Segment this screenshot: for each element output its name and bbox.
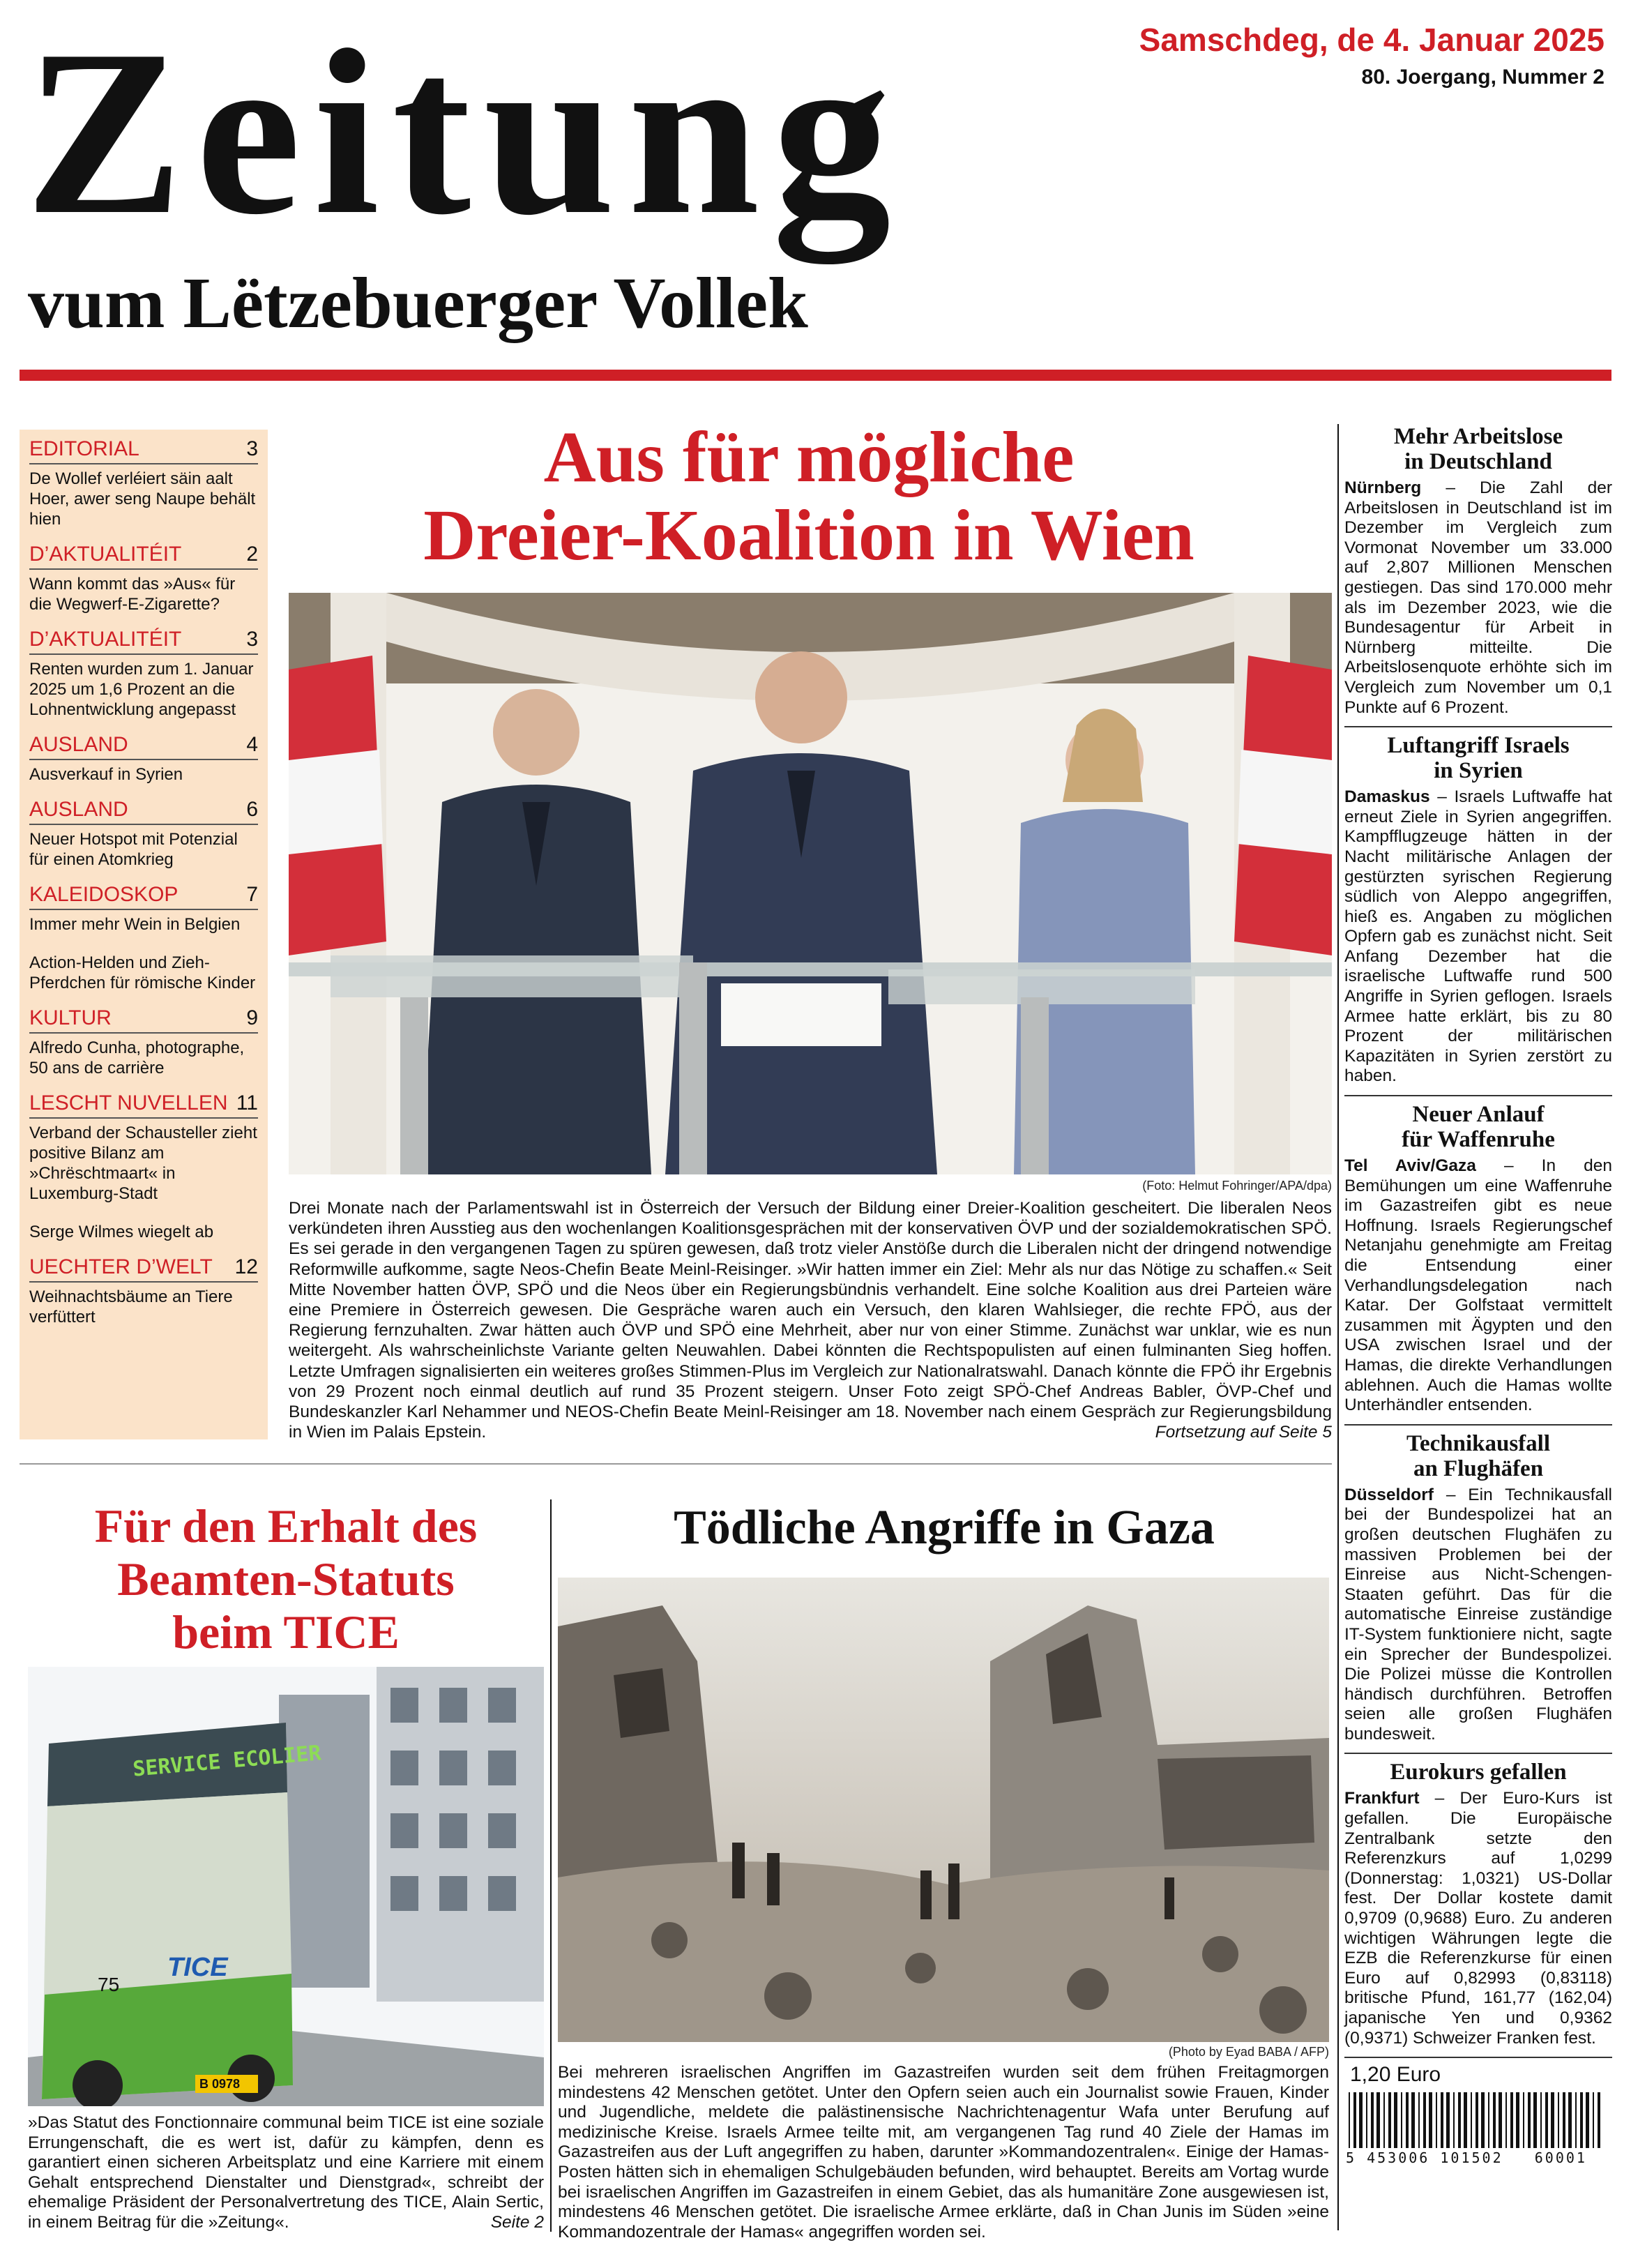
index-section-name: D’AKTUALITÉIT bbox=[29, 628, 182, 651]
lead-continuation-link[interactable]: Fortsetzung auf Seite 5 bbox=[1155, 1423, 1332, 1442]
index-page-number: 9 bbox=[246, 1006, 258, 1029]
news-briefs-column bbox=[1344, 424, 1612, 2170]
brief-headline-line-1: Mehr Arbeitslose bbox=[1393, 424, 1563, 449]
index-section-name: KULTUR bbox=[29, 1006, 112, 1029]
index-section-name: AUSLAND bbox=[29, 798, 128, 821]
index-teaser: Alfredo Cunha, photographe, 50 ans de carrière bbox=[29, 1038, 245, 1078]
brief-dateline: Frankfurt bbox=[1344, 1789, 1420, 1808]
contents-index bbox=[20, 430, 268, 1439]
index-entry[interactable] bbox=[29, 1006, 258, 1078]
brief-body: – In den Bemühungen um eine Waffenruhe im Gazastreifen gibt es neue Hoffnung. Israels Regierungschef Netanjahu genehmigte am Freitag die Entsendung einer Verhandlungsdelegation nach Katar. Der Golfstaat vermittelt zusammen mit Ägypten und den USA zwischen Israel und der Hamas, die direkte Verhandlungen ablehnen. Auch die Hamas wollte Unterhändler entsenden. bbox=[1344, 1156, 1613, 1415]
index-section-heading bbox=[29, 437, 258, 464]
brief-headline bbox=[1344, 733, 1612, 783]
tice-article-body bbox=[28, 2113, 544, 2233]
brief-body: – Ein Technikausfall bei der Bundespolizei hat an großen deutschen Flughäfen zu massiven Problemen bei der Einreise aus Nicht-Schengen-Staaten geführt. Das für die automatische Einreise zuständige IT-System funktioniere nicht, sagte ein Sprecher der Bundespolizei. Die Polizei müsse die Kontrollen händisch durchführen. Betroffen seien alle großen Flughäfen bundesweit. bbox=[1344, 1485, 1612, 1744]
lead-headline-line-2: Dreier-Koalition in Wien bbox=[423, 495, 1194, 575]
brief-text bbox=[1344, 1789, 1612, 2048]
brief-separator bbox=[1344, 726, 1612, 727]
index-teaser: Wann kommt das »Aus« für die Wegwerf-E-Zigarette? bbox=[29, 575, 236, 614]
index-teaser: Ausverkauf in Syrien bbox=[29, 765, 183, 784]
gaza-headline[interactable]: Tödliche Angriffe in Gaza bbox=[674, 1501, 1215, 1555]
brief-dateline: Damaskus bbox=[1344, 787, 1430, 807]
index-teaser: Serge Wilmes wiegelt ab bbox=[29, 1223, 214, 1241]
index-teaser: De Wollef verléiert säin aalt Hoer, awer seng Naupe behält hien bbox=[29, 469, 256, 529]
tice-bus-photo[interactable] bbox=[28, 1667, 544, 2106]
index-section-name: EDITORIAL bbox=[29, 437, 139, 460]
gaza-destruction-photo[interactable] bbox=[558, 1578, 1329, 2042]
brief-headline bbox=[1344, 424, 1612, 474]
brief-separator bbox=[1344, 1424, 1612, 1426]
brief-headline-line-1: Luftangriff Israels bbox=[1387, 733, 1570, 759]
brief-body: – Die Zahl der Arbeitslosen in Deutschland ist im Dezember im Vergleich zum Vormonat November um 33.000 auf 2,807 Millionen Menschen gestiegen. Das sind 170.000 mehr als im Dezember 2023, wie die Bundesagentur für Arbeit in Nürnberg mitteilte. Die Arbeitslosenquote erhöhte sich im Vergleich zum November um 0,1 Punkte auf 6 Prozent. bbox=[1344, 478, 1612, 717]
index-teaser: Action-Helden und Zieh-Pferdchen für römische Kinder bbox=[29, 953, 256, 992]
index-entry[interactable] bbox=[29, 732, 258, 785]
brief-separator bbox=[1344, 2057, 1612, 2058]
lead-headline-line-1: Aus für mögliche bbox=[543, 417, 1075, 497]
brief-separator bbox=[1344, 1095, 1612, 1096]
index-section-heading bbox=[29, 1006, 258, 1034]
brief-dateline: Tel Aviv/Gaza bbox=[1344, 1156, 1476, 1176]
brief-headline bbox=[1344, 1431, 1612, 1481]
brief-text bbox=[1344, 1156, 1612, 1416]
brief-text bbox=[1344, 478, 1612, 718]
brief-headline-line-2: für Waffenruhe bbox=[1402, 1127, 1555, 1153]
brief-text bbox=[1344, 787, 1612, 1087]
news-brief[interactable] bbox=[1344, 1102, 1612, 1416]
brief-body: – Der Euro-Kurs ist gefallen. Die Europäische Zentralbank setzte den Referenzkurs auf 1,0299 (Donnerstag: 1,0321) US-Dollar fest. Der Dollar kostete damit 0,9709 (0,9688) Euro. Zu anderen wichtigen Währungen legte die EZB die Referenzkurse für einen Euro auf 0,82993 (0,83118) britische Pfund, 161,77 (162,04) japanische Yen und 0,9362 (0,9371) Schweizer Franken fest. bbox=[1344, 1789, 1612, 2048]
brief-headline-line-1: Neuer Anlauf bbox=[1412, 1102, 1545, 1128]
news-brief[interactable] bbox=[1344, 1760, 1612, 2048]
index-page-number: 12 bbox=[234, 1255, 258, 1278]
tice-headline-line-3: beim TICE bbox=[172, 1605, 400, 1658]
right-column-divider bbox=[1337, 424, 1339, 2230]
news-brief[interactable] bbox=[1344, 424, 1612, 718]
cover-price: 1,20 Euro bbox=[1350, 2063, 1441, 2087]
index-entry[interactable] bbox=[29, 627, 258, 720]
lead-article-text: Drei Monate nach der Parlamentswahl ist in Österreich der Versuch der Bildung einer Dreier-Koalition gescheitert. Die liberalen Neos verkündeten ihren Ausstieg aus den wochenlangen Koalitionsgesprächen mit der konservativen ÖVP und der sozialdemokratischen SPÖ. Es sei gerade in den vergangenen Tagen zu spüren gewesen, daß trotz vieler Anstöße durch die Liberalen nicht der dringend notwendige Reformwille aufkomme, sagte Neos-Chefin Beate Meinl-Reisinger. »Wir hatten immer ein Ziel: Mehr als nur das Nötige zu schaffen.« Seit Mitte November hatten ÖVP, SPÖ und die Neos über ein Regierungsbündnis verhandelt. Eine solche Koalition aus drei Parteien wäre eine Premiere in Österreich gewesen. Die Gespräche waren auch ein Versuch, den klaren Wahlsieger, die rechte FPÖ, aus der Regierung fernzuhalten. Zwar hätten auch ÖVP und SPÖ eine Mehrheit, aber nur von einer Stimme. Zunächst war unklar, wie es nun weitergeht. Als wahrscheinlichste Variante gelten Neuwahlen. Dabei könnten die Rechtspopulisten auf einen fulminanten Sieg hoffen. Letzte Umfragen signalisierten ein weiteres großes Stimmen-Plus im Vergleich zur Nationalratswahl. Danach könnte die FPÖ ihr Ergebnis von 29 Prozent noch einmal deutlich auf rund 35 Prozent steigern. Unser Foto zeigt SPÖ-Chef Andreas Babler, ÖVP-Chef und Bundeskanzler Karl Nehammer und NEOS-Chefin Beate Meinl-Reisinger am 18. November nach einem Gespräch zur Regierungsbildung in Wien im Palais Epstein. bbox=[289, 1199, 1332, 1442]
bottom-section-divider bbox=[20, 1463, 1332, 1465]
bus-licence-plate: B 0978 bbox=[199, 2077, 241, 2091]
issue-number: 80. Joergang, Nummer 2 bbox=[1361, 66, 1605, 89]
brief-separator bbox=[1344, 1753, 1612, 1754]
index-section-heading bbox=[29, 797, 258, 825]
index-section-heading bbox=[29, 1255, 258, 1283]
index-teaser: Neuer Hotspot mit Potenzial für einen Atomkrieg bbox=[29, 830, 238, 869]
tice-article-text: »Das Statut des Fonctionnaire communal beim TICE ist eine soziale Errungenschaft, die es wert ist, dafür zu kämpfen, denn es garantiert einen sicheren Arbeitsplatz und eine Karriere mit einem Gehalt entsprechend Dienstalter und Dienstgrad«, schreibt der ehemalige Präsident der Personalvertretung des TICE, Alain Sertic, in einem Beitrag für die »Zeitung«. bbox=[28, 2113, 544, 2232]
barcode bbox=[1344, 2092, 1612, 2170]
barcode-bars bbox=[1344, 2092, 1602, 2148]
index-page-number: 4 bbox=[246, 733, 258, 756]
brief-dateline: Düsseldorf bbox=[1344, 1485, 1434, 1504]
tice-headline-line-2: Beamten-Statuts bbox=[117, 1552, 455, 1605]
index-page-number: 2 bbox=[246, 543, 258, 566]
lead-photo-credit: (Foto: Helmut Fohringer/APA/dpa) bbox=[1142, 1179, 1332, 1193]
gaza-article-body: Bei mehreren israelischen Angriffen im Gazastreifen wurden seit dem frühen Freitagmorgen mindestens 42 Menschen getötet. Unter den Opfern seien auch ein Journalist sowie Frauen, Kinder und Jugendliche, meldete die palästinensische Nachrichtenagentur Wafa unter Berufung auf medizinische Kreise. Israels Armee teilte mit, am vergangenen Tag rund 40 Ziele der Hamas im Gazastreifen aus der Luft angegriffen zu haben, darunter »Kommandozentralen«. Einige der Hamas-Posten hätten sich in ehemaligen Schulgebäuden befunden, wird behauptet. Bereits am Vortag wurde bei israelischen Angriffen im Gazastreifen in einem Gebiet, das als humanitäre Zone ausgewiesen ist, mindestens 46 Menschen getötet. Die israelische Armee erklärte, daß in Chan Junis im Süden »eine Kommandozentrale der Hamas« angegriffen worden sei. bbox=[558, 2063, 1329, 2241]
brief-text bbox=[1344, 1485, 1612, 1745]
tice-continuation-link[interactable]: Seite 2 bbox=[490, 2212, 544, 2232]
tice-headline[interactable] bbox=[28, 1499, 544, 1658]
news-brief[interactable] bbox=[1344, 733, 1612, 1087]
news-brief[interactable] bbox=[1344, 1431, 1612, 1745]
politicians-press-conference-illustration bbox=[289, 593, 1332, 1174]
index-page-number: 11 bbox=[236, 1091, 258, 1114]
gaza-photo-credit: (Photo by Eyad BABA / AFP) bbox=[1168, 2045, 1329, 2059]
index-section-name: D’AKTUALITÉIT bbox=[29, 543, 182, 566]
masthead-rule bbox=[20, 370, 1611, 381]
brief-headline-line-2: in Syrien bbox=[1434, 758, 1523, 784]
brief-headline bbox=[1344, 1102, 1612, 1152]
bus-illustration bbox=[28, 1667, 544, 2106]
masthead-subtitle: vum Lëtzebuerger Vollek bbox=[28, 263, 808, 343]
bus-destination-sign: SERVICE ECOLIER bbox=[131, 1741, 322, 1782]
index-section-heading bbox=[29, 1091, 258, 1119]
index-entry[interactable] bbox=[29, 437, 258, 529]
lead-article-body bbox=[289, 1198, 1332, 1442]
index-entry[interactable] bbox=[29, 797, 258, 870]
tice-bus-logo: TICE bbox=[167, 1953, 228, 1982]
index-teaser: Renten wurden zum 1. Januar 2025 um 1,6 Prozent an die Lohnentwicklung angepasst bbox=[29, 660, 254, 719]
brief-body: – Israels Luftwaffe hat erneut Ziele in Syrien angegriffen. Kampfflugzeuge hätten in der Nacht militärische Anlagen der gestürzten syrischen Regierung südlich von Aleppo angegriffen, hieß es. Angaben zu möglichen Opfern gab es zunächst nicht. Seit Anfang Dezember hat die israelische Luftwaffe rund 500 Angriffe in Syrien geflogen. Israels Armee hatte erklärt, bis zu 80 Prozent der militärischen Kapazitäten in Syrien zerstört zu haben. bbox=[1344, 787, 1612, 1086]
bottom-column-divider bbox=[550, 1499, 552, 2232]
index-teaser: Weihnachtsbäume an Tiere verfüttert bbox=[29, 1287, 233, 1326]
brief-headline bbox=[1344, 1760, 1612, 1785]
index-section-name: UECHTER D’WELT bbox=[29, 1255, 213, 1278]
brief-headline-line-2: in Deutschland bbox=[1404, 449, 1552, 474]
destroyed-buildings-illustration bbox=[558, 1578, 1329, 2042]
index-teaser: Immer mehr Wein in Belgien bbox=[29, 915, 241, 934]
index-section-heading bbox=[29, 542, 258, 570]
index-page-number: 3 bbox=[246, 628, 258, 651]
brief-headline-line-1: Technikausfall bbox=[1406, 1430, 1551, 1456]
index-section-heading bbox=[29, 882, 258, 910]
lead-photo[interactable] bbox=[289, 593, 1332, 1174]
index-teaser: Verband der Schausteller zieht positive Bilanz am »Chrëschtmaart« in Luxemburg-Stadt bbox=[29, 1124, 257, 1203]
index-section-name: LESCHT NUVELLEN bbox=[29, 1091, 228, 1114]
index-entry[interactable] bbox=[29, 1255, 258, 1327]
index-entry[interactable] bbox=[29, 882, 258, 993]
bus-fleet-number: 75 bbox=[98, 1974, 120, 1995]
index-section-heading bbox=[29, 732, 258, 760]
lead-headline[interactable] bbox=[279, 418, 1339, 575]
index-page-number: 6 bbox=[246, 798, 258, 821]
brief-headline-line-1: Eurokurs gefallen bbox=[1390, 1760, 1567, 1785]
barcode-digits: 5 453006 101502 60001 bbox=[1346, 2149, 1587, 2166]
masthead-title: Zeitung bbox=[25, 1, 904, 264]
index-section-name: KALEIDOSKOP bbox=[29, 883, 179, 906]
brief-dateline: Nürnberg bbox=[1344, 478, 1422, 497]
issue-date: Samschdeg, de 4. Januar 2025 bbox=[1139, 22, 1605, 58]
brief-headline-line-2: an Flughäfen bbox=[1413, 1456, 1544, 1481]
index-section-name: AUSLAND bbox=[29, 733, 128, 756]
index-section-heading bbox=[29, 627, 258, 655]
index-entry[interactable] bbox=[29, 542, 258, 614]
index-page-number: 7 bbox=[246, 883, 258, 906]
tice-headline-line-1: Für den Erhalt des bbox=[94, 1499, 478, 1552]
index-entry[interactable] bbox=[29, 1091, 258, 1242]
index-page-number: 3 bbox=[246, 437, 258, 460]
